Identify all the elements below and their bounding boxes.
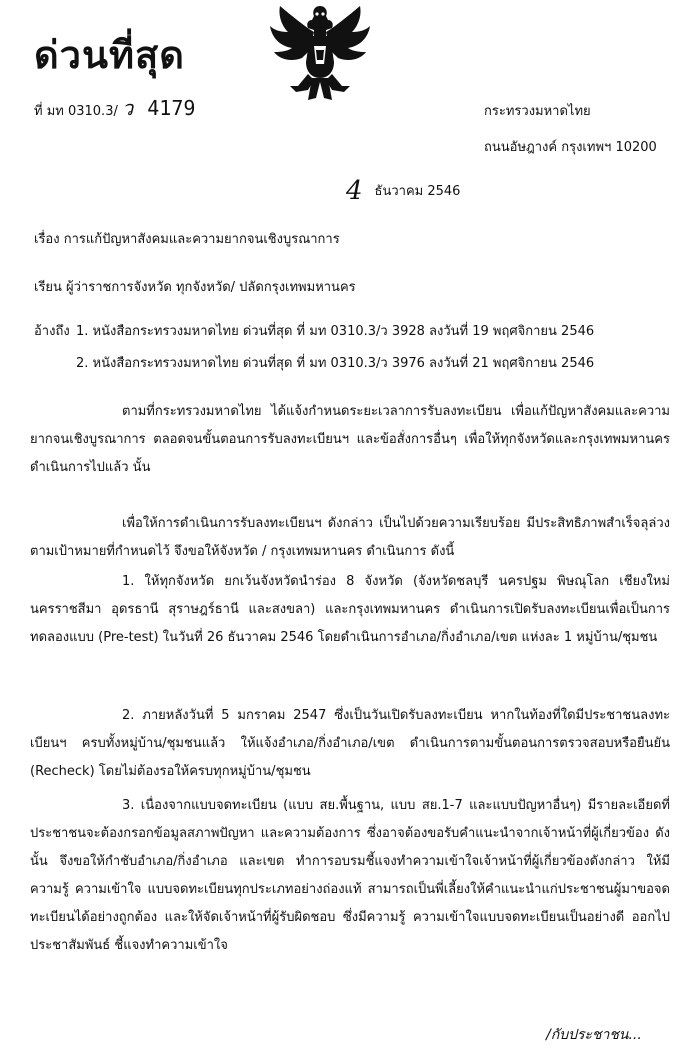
document-number-stamped: 4179 bbox=[147, 96, 196, 120]
sender-ministry: กระทรวงมหาดไทย bbox=[484, 104, 591, 119]
subject-line: เรื่อง การแก้ปัญหาสังคมและความยากจนเชิงบูรณาการ bbox=[34, 232, 340, 247]
body-paragraph-1: ตามที่กระทรวงมหาดไทย ได้แจ้งกำหนดระยะเวลาการรับลงทะเบียน เพื่อแก้ปัญหาสังคมและความยากจนเชิงบูรณาการ ตลอดจนขั้นตอนการรับลงทะเบียนฯ และข้อสั่งการอื่นๆ เพื่อให้ทุกจังหวัดและกรุงเทพมหานคร ดำเนินการไปแล้ว นั้น bbox=[30, 404, 670, 475]
document-date bbox=[346, 176, 460, 206]
reference-item-1: 1. หนังสือกระทรวงมหาดไทย ด่วนที่สุด ที่ มท 0310.3/ว 3928 ลงวันที่ 19 พฤศจิกายน 2546 bbox=[76, 324, 595, 339]
reference-label: อ้างถึง bbox=[34, 324, 70, 339]
document-number bbox=[122, 92, 195, 124]
sender-address: ถนนอัษฎางค์ กรุงเทพฯ 10200 bbox=[484, 140, 657, 155]
date-day-handwritten: 4 bbox=[346, 176, 363, 206]
document-number-prefix: ที่ มท 0310.3/ bbox=[34, 104, 118, 119]
continuation-marker: /กับประชาชน... bbox=[546, 1027, 642, 1043]
body-item-3: 3. เนื่องจากแบบจดทะเบียน (แบบ สย.พื้นฐาน, แบบ สย.1-7 และแบบปัญหาอื่นๆ) มีรายละเอียดที่ประชาชนจะต้องกรอกข้อมูลสภาพปัญหา และความต้องการ ซึ่งอาจต้องขอรับคำแนะนำจากเจ้าหน้าที่ผู้เกี่ยวข้อง ดังนั้น จึงขอให้กำชับอำเภอ/กิ่งอำเภอ และเขต ทำการอบรมชี้แจงทำความเข้าใจเจ้าหน้าที่ผู้เกี่ยวข้องดังกล่าว ให้มีความรู้ ความเข้าใจ แบบจดทะเบียนทุกประเภทอย่างถ่องแท้ สามารถเป็นพี่เลี้ยงให้คำแนะนำแก่ประชาชนผู้มาขอจดทะเบียนได้อย่างถูกต้อง และให้จัดเจ้าหน้าที่ผู้รับผิดชอบ ซึ่งมีความรู้ ความเข้าใจแบบจดทะเบียนเป็นอย่างดี ออกไปประชาสัมพันธ์ ชี้แจงทำความเข้าใจ bbox=[30, 798, 670, 953]
document-number-handwritten: ว bbox=[122, 96, 134, 120]
recipient-line: เรียน ผู้ว่าราชการจังหวัด ทุกจังหวัด/ ปลัดกรุงเทพมหานคร bbox=[34, 280, 356, 295]
date-month-year: ธันวาคม 2546 bbox=[374, 184, 461, 199]
reference-item-2: 2. หนังสือกระทรวงมหาดไทย ด่วนที่สุด ที่ มท 0310.3/ว 3976 ลงวันที่ 21 พฤศจิกายน 2546 bbox=[76, 356, 595, 371]
garuda-emblem-icon bbox=[268, 2, 372, 102]
urgency-heading: ด่วนที่สุด bbox=[34, 33, 185, 77]
body-item-1: 1. ให้ทุกจังหวัด ยกเว้นจังหวัดนำร่อง 8 จังหวัด (จังหวัดชลบุรี นครปฐม พิษณุโลก เชียงใหม่ นครราชสีมา อุดรธานี สุราษฎร์ธานี และสงขลา) และกรุงเทพมหานคร ดำเนินการเปิดรับลงทะเบียนเพื่อเป็นการทดลองแบบ (Pre-test) ในวันที่ 26 ธันวาคม 2546 โดยดำเนินการอำเภอ/กิ่งอำเภอ/เขต แห่งละ 1 หมู่บ้าน/ชุมชน bbox=[30, 574, 670, 645]
body-paragraph-2: เพื่อให้การดำเนินการรับลงทะเบียนฯ ดังกล่าว เป็นไปด้วยความเรียบร้อย มีประสิทธิภาพสำเร็จลุล่วงตามเป้าหมายที่กำหนดไว้ จึงขอให้จังหวัด / กรุงเทพมหานคร ดำเนินการ ดังนี้ bbox=[30, 516, 670, 559]
body-item-2: 2. ภายหลังวันที่ 5 มกราคม 2547 ซึ่งเป็นวันเปิดรับลงทะเบียน หากในท้องที่ใดมีประชาชนลงทะเบียนฯ ครบทั้งหมู่บ้าน/ชุมชนแล้ว ให้แจ้งอำเภอ/กิ่งอำเภอ/เขต ดำเนินการตามขั้นตอนการตรวจสอบหรือยืนยัน (Recheck) โดยไม่ต้องรอให้ครบทุกหมู่บ้าน/ชุมชน bbox=[30, 708, 670, 779]
